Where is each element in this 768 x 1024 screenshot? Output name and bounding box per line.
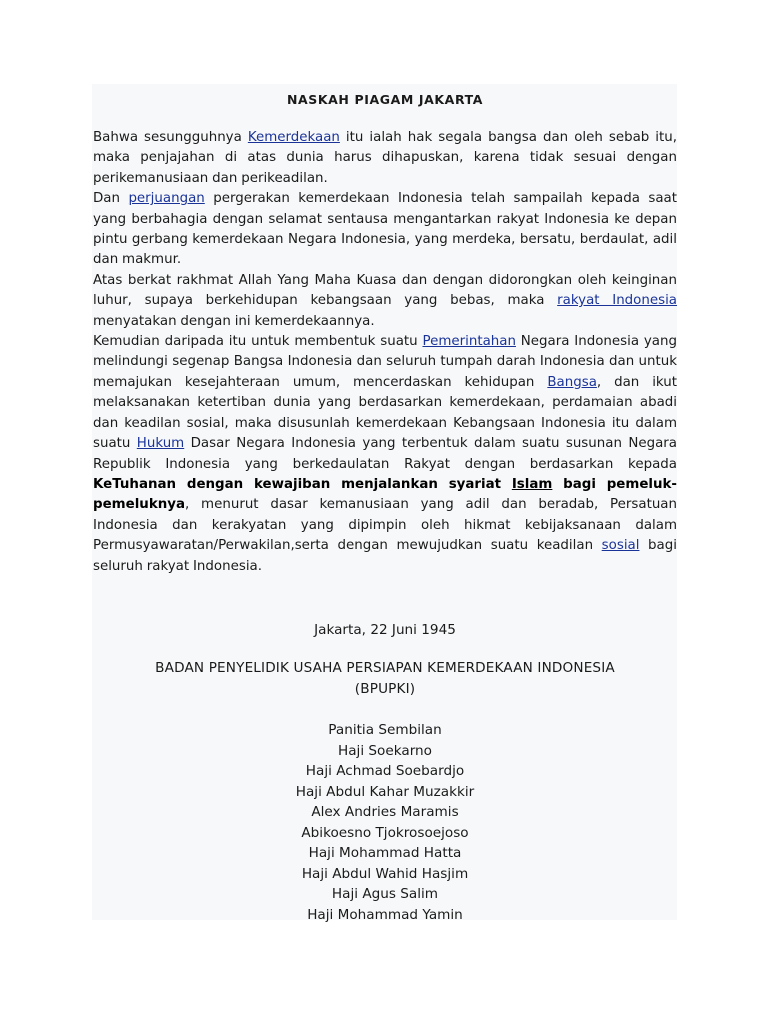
closing-organization — [93, 658, 677, 699]
paragraph-text: Dan — [93, 191, 129, 207]
signatory: Haji Mohammad Hatta — [308, 845, 462, 861]
paragraph-4 — [93, 332, 677, 577]
paragraph-text: bagi seluruh rakyat Indonesia. — [93, 538, 677, 574]
link-rakyat-indonesia[interactable]: rakyat Indonesia — [557, 293, 678, 309]
signatory: Haji Abdul Wahid Hasjim — [301, 865, 469, 882]
organization-name: BADAN PENYELIDIK USAHA PERSIAPAN KEMERDEKAAN INDONESIA — [155, 660, 615, 676]
signatory: Haji Mohammad Yamin — [307, 906, 463, 923]
link-hukum[interactable]: Hukum — [136, 436, 185, 452]
closing-date: Jakarta, 22 Juni 1945 — [314, 622, 456, 638]
paragraph-text: pergerakan kemerdekaan Indonesia telah sampailah kepada saat yang berbahagia dengan selamat sentausa mengantarkan rakyat Indonesia ke depan pintu gerbang kemerdekaan Negara Indonesia, yang merdeka, bersatu, berdaulat, adil dan makmur. — [93, 191, 677, 268]
link-kemerdekaan[interactable]: Kemerdekaan — [247, 130, 340, 145]
paragraph-text: , menurut dasar kemanusiaan yang adil dan beradab, Persatuan Indonesia dan kerakyatan yang dipimpin oleh hikmat kebijaksanaan dalam Permusyawaratan/Perwakilan,serta dengan mewujudkan suatu keadilan — [93, 497, 677, 554]
paragraph-2 — [93, 189, 677, 271]
link-bangsa[interactable]: Bangsa — [547, 374, 597, 390]
bold-text: bagi pemeluk-pemeluknya — [93, 476, 677, 513]
paragraph-text: Negara Indonesia yang melindungi segenap Bangsa Indonesia dan seluruh tumpah darah Indonesia dan untuk memajukan kesejahteraan umum, mencerdaskan kehidupan — [93, 334, 677, 390]
paragraph-text: Bahwa sesungguhnya — [93, 130, 248, 145]
signatory: Haji Soekarno — [338, 742, 432, 759]
signatory: Haji Achmad Soebardjo — [305, 763, 465, 779]
document-title: NASKAH PIAGAM JAKARTA — [286, 92, 484, 107]
signatories-list — [93, 720, 677, 925]
organization-abbreviation: (BPUPKI) — [354, 680, 416, 697]
link-sosial[interactable]: sosial — [601, 538, 640, 554]
paragraph-text: , dan ikut melaksanakan ketertiban dunia yang berdasarkan kemerdekaan, perdamaian abadi dan keadilan sosial, maka disusunlah kemerdekaan Kebangsaan Indonesia itu dalam suatu — [93, 374, 677, 452]
paragraph-text: Kemudian daripada itu untuk membentuk suatu — [93, 334, 423, 350]
paragraph-1 — [93, 128, 677, 189]
link-perjuangan[interactable]: perjuangan — [128, 191, 205, 207]
link-islam[interactable]: Islam — [511, 476, 553, 492]
signatory: Abikoesno Tjokrosoejoso — [301, 824, 469, 841]
bold-text: KeTuhanan dengan kewajiban menjalankan syariat — [93, 476, 512, 492]
paragraph-text: Dasar Negara Indonesia yang terbentuk dalam suatu susunan Negara Republik Indonesia yang berkedaulatan Rakyat dengan berdasarkan kepada — [93, 436, 678, 472]
paragraph-text: menyatakan dengan ini kemerdekaannya. — [93, 313, 375, 329]
committee-name: Panitia Sembilan — [328, 722, 442, 738]
document-body — [93, 84, 677, 577]
signatory: Haji Agus Salim — [331, 886, 439, 902]
paragraph-text: itu ialah hak segala bangsa dan oleh sebab itu, maka penjajahan di atas dunia harus dihapuskan, karena tidak sesuai dengan perikemanusiaan dan perikeadilan. — [93, 130, 678, 186]
signatory: Alex Andries Maramis — [311, 804, 459, 820]
link-pemerintahan[interactable]: Pemerintahan — [422, 334, 516, 350]
paragraph-text: Atas berkat rakhmat Allah Yang Maha Kuasa dan dengan didorongkan oleh keinginan luhur, supaya berkehidupan kebangsaan yang bebas, maka — [93, 272, 677, 309]
signatory: Haji Abdul Kahar Muzakkir — [295, 783, 475, 800]
paragraph-3 — [93, 271, 677, 332]
